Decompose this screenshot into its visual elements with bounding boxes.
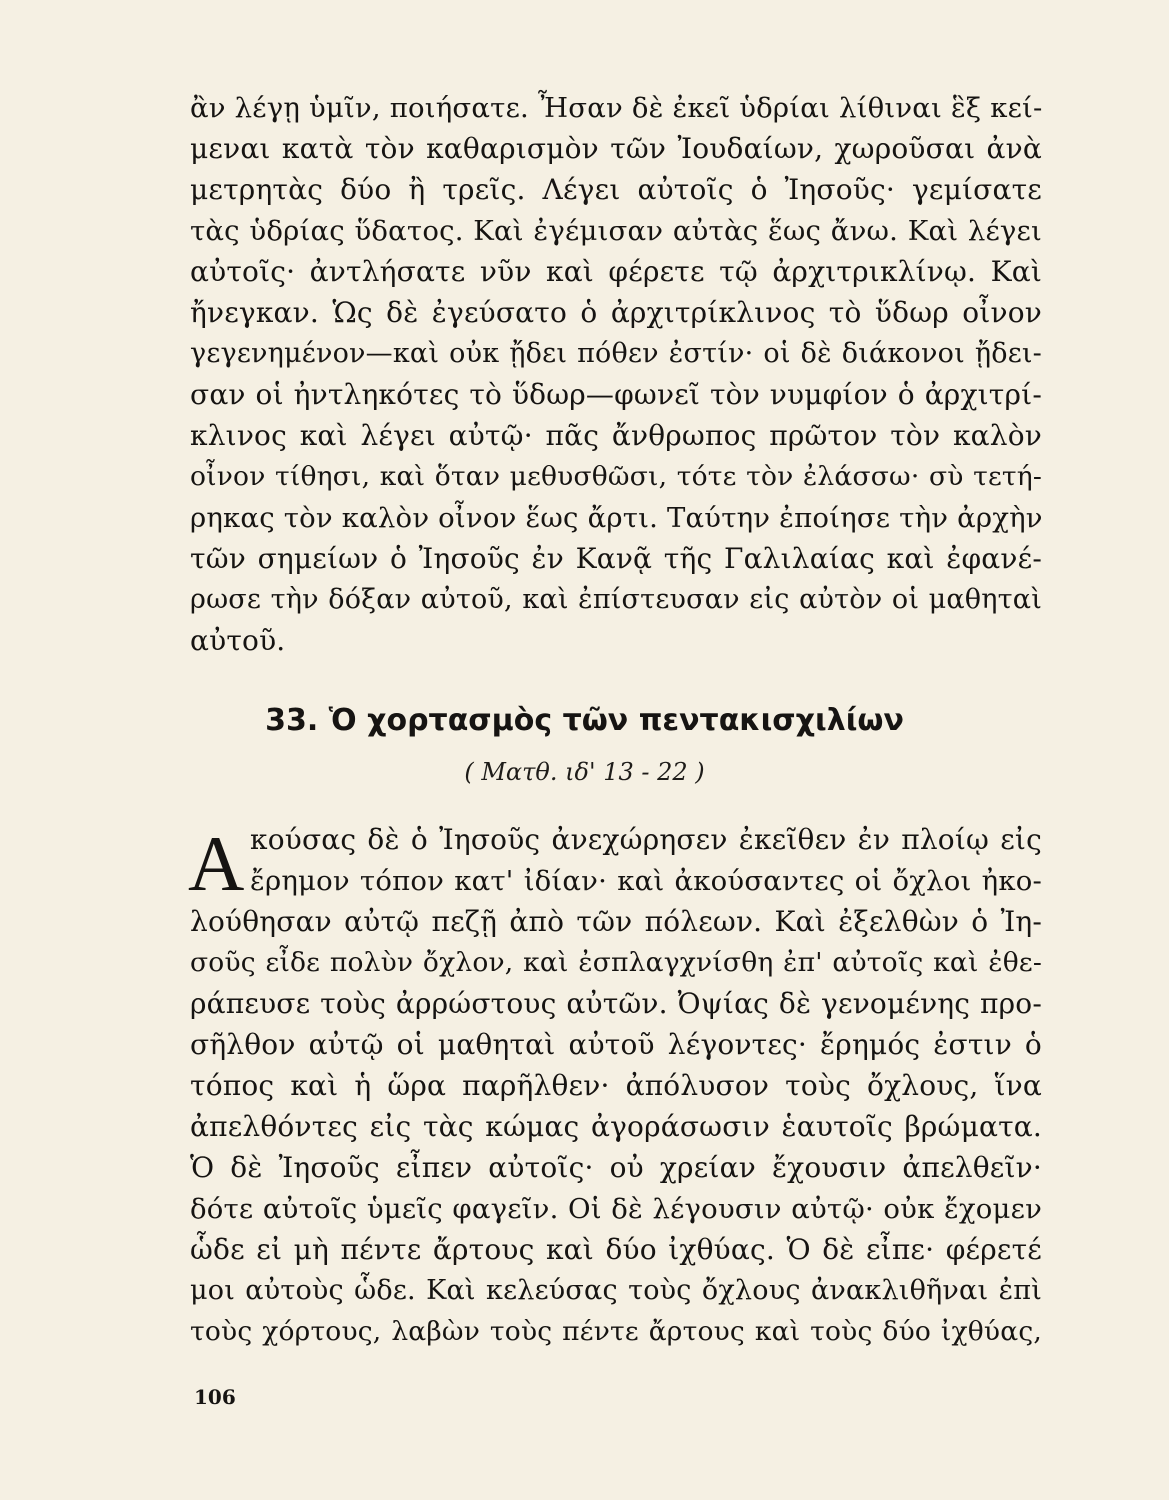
text-line: ἂν λέγῃ ὑμῖν, ποιήσατε. Ἦσαν δὲ ἐκεῖ ὑδρίαι λίθιναι ἓξ κεί- — [190, 92, 1043, 124]
text-line: γεγενημένον—καὶ οὐκ ᾔδει πόθεν ἐστίν· οἱ δὲ διάκονοι ᾔδει- — [190, 338, 1042, 369]
text-line: μεναι κατὰ τὸν καθαρισμὸν τῶν Ἰουδαίων, χωροῦσαι ἀνὰ — [190, 132, 1042, 165]
text-line: σοῦς εἶδε πολὺν ὄχλον, καὶ ἐσπλαγχνίσθη ἐπ' αὐτοῖς καὶ ἐθε- — [190, 947, 1042, 978]
text-line: οἶνον τίθησι, καὶ ὅταν μεθυσθῶσι, τότε τὸν ἐλάσσω· σὺ τετή- — [190, 461, 1042, 492]
text-line: ράπευσε τοὺς ἀρρώστους αὐτῶν. Ὀψίας δὲ γενομένης προ- — [190, 987, 1042, 1020]
text-line: σῆλθον αὐτῷ οἱ μαθηταὶ αὐτοῦ λέγοντες· ἔρημός ἐστιν ὁ — [190, 1028, 1042, 1061]
text-line: τὰς ὑδρίας ὕδατος. Καὶ ἐγέμισαν αὐτὰς ἕως ἄνω. Καὶ λέγει — [190, 215, 1042, 247]
text-line: αὐτοῦ. — [190, 624, 286, 657]
text-line: τῶν σημείων ὁ Ἰησοῦς ἐν Κανᾷ τῆς Γαλιλαίας καὶ ἐφανέ- — [190, 542, 1042, 575]
text-line: μοι αὐτοὺς ὧδε. Καὶ κελεύσας τοὺς ὄχλους ἀνακλιθῆναι ἐπὶ — [190, 1275, 1042, 1306]
text-line: ρηκας τὸν καλὸν οἶνον ἕως ἄρτι. Ταύτην ἐποίησε τὴν ἀρχὴν — [190, 502, 1043, 534]
text-line: τόπος καὶ ἡ ὥρα παρῆλθεν· ἀπόλυσον τοὺς ὄχλους, ἵνα — [190, 1069, 1042, 1102]
text-line: τοὺς χόρτους, λαβὼν τοὺς πέντε ἄρτους καὶ τοὺς δύο ἰχθύας, — [190, 1316, 1042, 1347]
text-line: Ὁ δὲ Ἰησοῦς εἶπεν αὐτοῖς· οὐ χρείαν ἔχουσιν ἀπελθεῖν· — [190, 1151, 1042, 1184]
text-line: κλινος καὶ λέγει αὐτῷ· πᾶς ἄνθρωπος πρῶτον τὸν καλὸν — [190, 419, 1042, 452]
section-heading: 33. Ὁ χορτασμὸς τῶν πεντακισχιλίων — [265, 703, 904, 738]
drop-cap: Α — [188, 820, 245, 907]
text-line: ἔρημον τόπον κατ' ἰδίαν· καὶ ἀκούσαντες οἱ ὄχλοι ἠκο- — [250, 865, 1042, 897]
scripture-reference: ( Ματθ. ιδ' 13 - 22 ) — [464, 758, 705, 786]
text-line: δότε αὐτοῖς ὑμεῖς φαγεῖν. Οἱ δὲ λέγουσιν αὐτῷ· οὐκ ἔχομεν — [190, 1193, 1042, 1225]
text-line: μετρητὰς δύο ἢ τρεῖς. Λέγει αὐτοῖς ὁ Ἰησοῦς· γεμίσατε — [190, 173, 1042, 206]
text-line: ἤνεγκαν. Ὡς δὲ ἐγεύσατο ὁ ἀρχιτρίκλινος τὸ ὕδωρ οἶνον — [190, 296, 1042, 329]
text-line: ἀπελθόντες εἰς τὰς κώμας ἀγοράσωσιν ἑαυτοῖς βρώματα. — [190, 1110, 1042, 1143]
text-line: σαν οἱ ἠντληκότες τὸ ὕδωρ—φωνεῖ τὸν νυμφίον ὁ ἀρχιτρί- — [190, 378, 1042, 411]
text-line: λούθησαν αὐτῷ πεζῇ ἀπὸ τῶν πόλεων. Καὶ ἐξελθὼν ὁ Ἰη- — [190, 905, 1042, 938]
text-line: αὐτοῖς· ἀντλήσατε νῦν καὶ φέρετε τῷ ἀρχιτρικλίνῳ. Καὶ — [190, 255, 1042, 288]
text-line: ρωσε τὴν δόξαν αὐτοῦ, καὶ ἐπίστευσαν εἰς αὐτὸν οἱ μαθηταὶ — [190, 584, 1042, 615]
page-number: 106 — [194, 1385, 236, 1409]
text-line: κούσας δὲ ὁ Ἰησοῦς ἀνεχώρησεν ἐκεῖθεν ἐν πλοίῳ εἰς — [250, 823, 1042, 856]
text-line: ὧδε εἰ μὴ πέντε ἄρτους καὶ δύο ἰχθύας. Ὁ δὲ εἶπε· φέρετέ — [190, 1233, 1042, 1266]
